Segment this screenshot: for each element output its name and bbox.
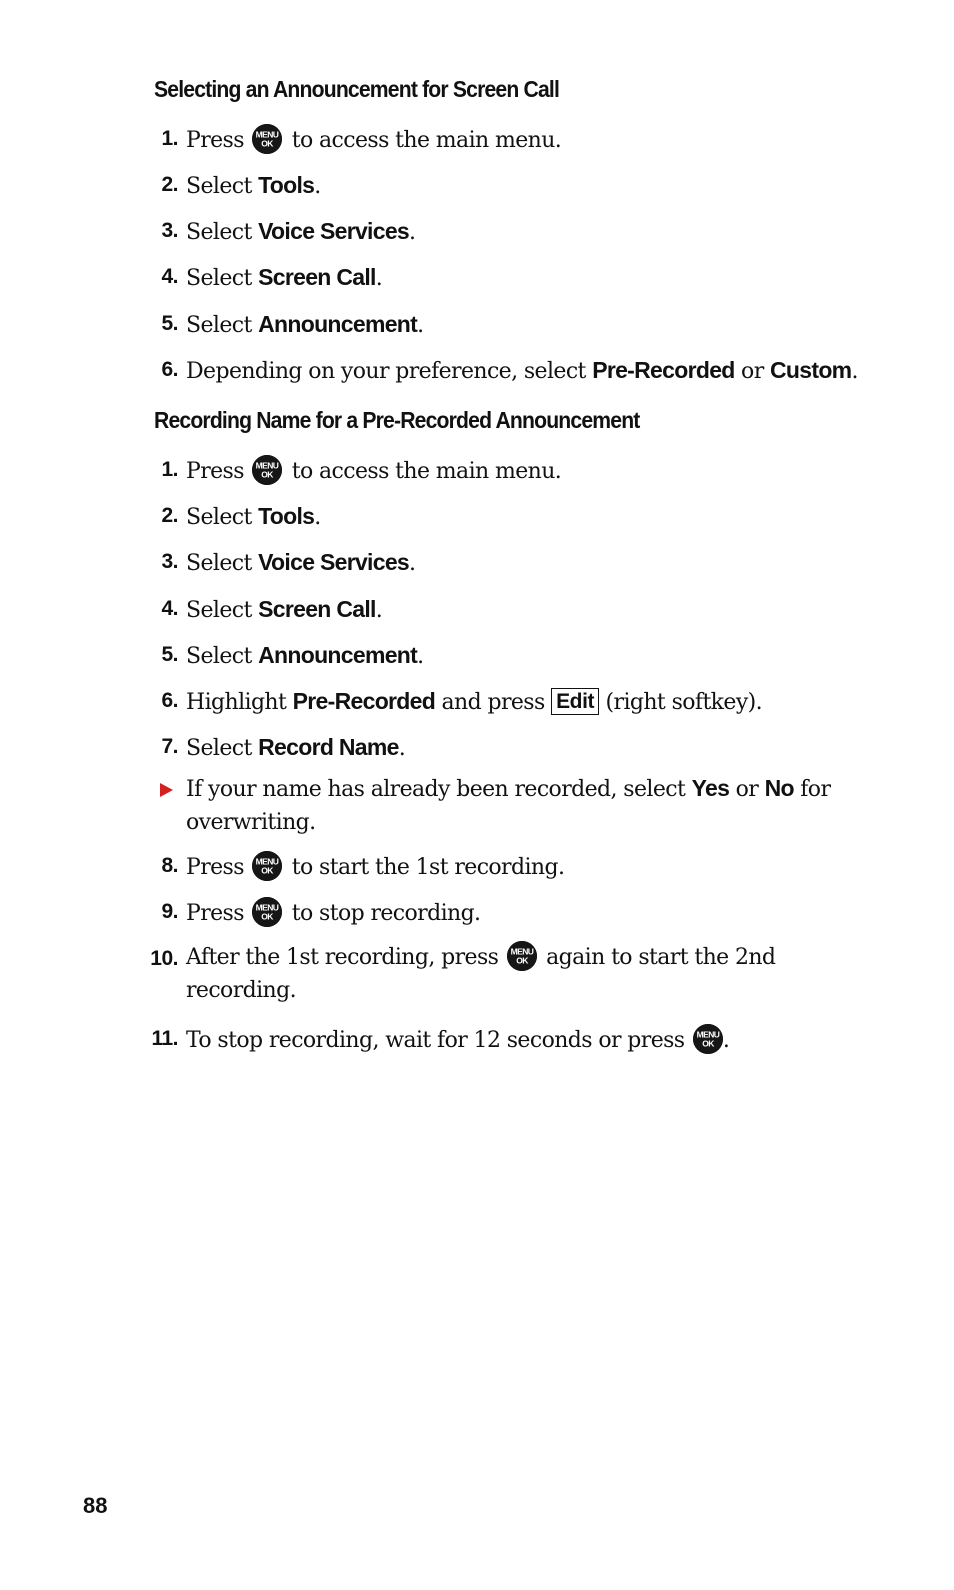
step-number: 3. bbox=[161, 219, 178, 242]
svg-text:MENU: MENU bbox=[510, 946, 534, 957]
step-text: Select Voice Services. bbox=[186, 549, 416, 576]
step-text: Select Tools. bbox=[186, 172, 321, 199]
step-number: 4. bbox=[161, 597, 178, 620]
svg-text:OK: OK bbox=[261, 911, 274, 922]
svg-text:MENU: MENU bbox=[256, 856, 279, 867]
step-text: Highlight Pre-Recorded and press Edit (right softkey). bbox=[186, 688, 763, 715]
step-number: 1. bbox=[161, 127, 178, 150]
step-number: 3. bbox=[161, 550, 178, 573]
step-text: Select Tools. bbox=[186, 503, 321, 530]
step-text: To stop recording, wait for 12 seconds or press MENU OK . bbox=[186, 1024, 729, 1056]
step-number: 5. bbox=[161, 312, 178, 335]
step-text: Press MENU OK to stop recording. bbox=[186, 897, 480, 929]
menu-ok-key-icon bbox=[252, 455, 282, 485]
section-heading-announcement: Selecting an Announcement for Screen Call bbox=[154, 76, 560, 102]
step-number: 9. bbox=[161, 900, 178, 923]
step-number: 6. bbox=[161, 689, 178, 712]
svg-text:OK: OK bbox=[261, 865, 274, 876]
page-number: 88 bbox=[83, 1493, 108, 1518]
step-text: If your name has already been recorded, select Yes or No for overwriting. bbox=[186, 775, 831, 835]
svg-text:OK: OK bbox=[261, 469, 274, 480]
step-text: Select Announcement. bbox=[186, 642, 424, 669]
svg-text:MENU: MENU bbox=[696, 1029, 720, 1040]
step-number: 10. bbox=[150, 947, 178, 970]
svg-text:OK: OK bbox=[702, 1038, 714, 1049]
step-number: 8. bbox=[161, 854, 178, 877]
step-text: After the 1st recording, press MENU OK again to start the 2nd recording. bbox=[186, 941, 836, 1007]
step-text: Select Screen Call. bbox=[186, 264, 383, 291]
menu-ok-key-icon bbox=[507, 941, 537, 971]
section-heading-record-name: Recording Name for a Pre-Recorded Announcement bbox=[154, 407, 640, 433]
step-number: 7. bbox=[161, 735, 178, 758]
step-text: Press MENU OK to start the 1st recording. bbox=[186, 851, 564, 883]
step-text: Depending on your preference, select Pre-Recorded or Custom. bbox=[186, 357, 858, 384]
menu-ok-key-icon bbox=[252, 897, 282, 927]
step-text: Press MENU OK to access the main menu. bbox=[186, 455, 561, 487]
step-text: Select Record Name. bbox=[186, 734, 406, 761]
bullet-arrow-icon bbox=[160, 783, 173, 797]
edit-softkey-label: Edit bbox=[551, 688, 599, 715]
step-text: Select Announcement. bbox=[186, 311, 424, 338]
step-number: 11. bbox=[151, 1027, 178, 1050]
step-text: Press MENU OK to access the main menu. bbox=[186, 124, 561, 156]
svg-text:OK: OK bbox=[515, 955, 528, 966]
step-number: 5. bbox=[161, 643, 178, 666]
svg-text:MENU: MENU bbox=[256, 460, 279, 471]
svg-text:MENU: MENU bbox=[256, 902, 279, 913]
svg-text:OK: OK bbox=[261, 138, 274, 149]
svg-text:MENU: MENU bbox=[256, 129, 279, 140]
menu-ok-key-icon bbox=[252, 851, 282, 881]
step-text: Select Voice Services. bbox=[186, 218, 416, 245]
step-number: 2. bbox=[161, 504, 178, 527]
menu-ok-key-icon bbox=[252, 124, 282, 154]
step-number: 2. bbox=[161, 173, 178, 196]
step-number: 1. bbox=[161, 458, 178, 481]
step-number: 6. bbox=[161, 358, 178, 381]
menu-ok-key-icon bbox=[693, 1024, 723, 1054]
step-number: 4. bbox=[161, 265, 178, 288]
step-text: Select Screen Call. bbox=[186, 596, 383, 623]
